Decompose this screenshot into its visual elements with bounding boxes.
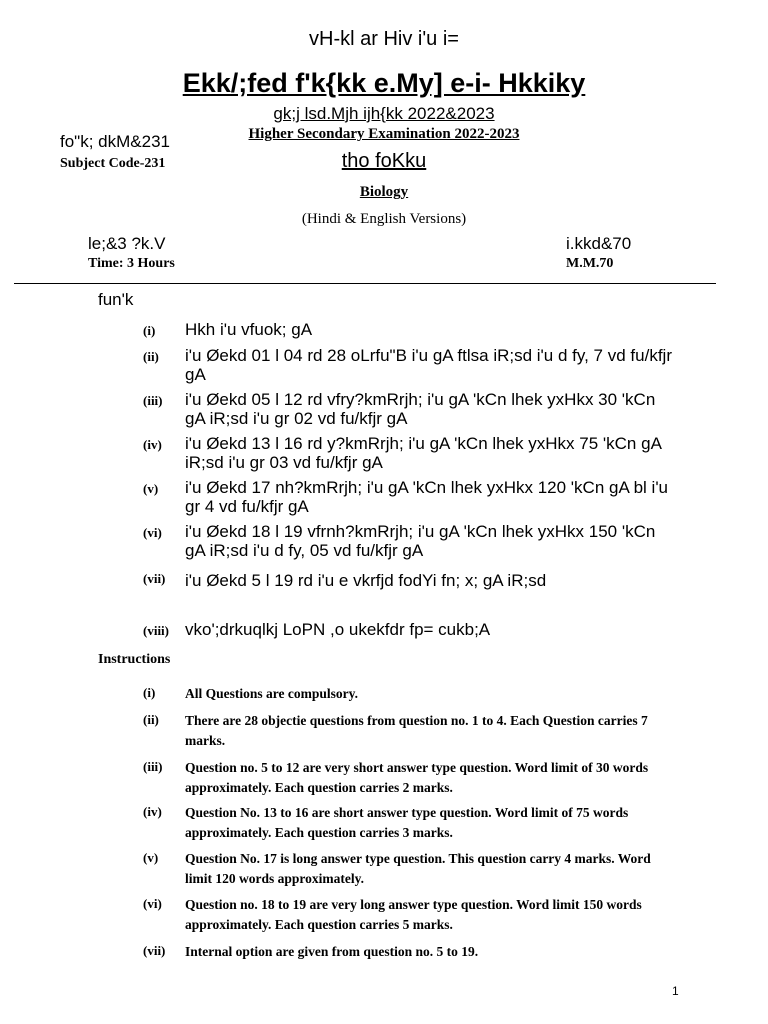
- page-number: 1: [672, 984, 679, 998]
- instruction-number: (iv): [143, 804, 162, 819]
- instruction-text: i'u Øekd 05 l 12 rd vfry?kmRrjh; i'u gA 'kCn lhek yxHkx 30 'kCn gA iR;sd i'u gr 02 vd fu/kfjr gA: [185, 390, 656, 428]
- subject-name-hindi: tho foKku: [341, 150, 427, 172]
- versions-note: (Hindi & English Versions): [301, 211, 467, 227]
- instruction-number: (vi): [143, 896, 162, 911]
- instruction-text: Question No. 13 to 16 are short answer type question. Word limit of 75 words approximately. Each question carries 3 marks.: [185, 805, 629, 840]
- time-hindi: le;&3 ?k.V: [88, 234, 166, 253]
- max-marks-english: M.M.70: [566, 256, 614, 271]
- instructions-title-hindi: fun'k: [98, 290, 134, 309]
- instruction-number: (vii): [143, 571, 166, 586]
- exam-title-hindi: gk;j lsd.Mjh ijh{kk 2022&2023: [273, 104, 495, 123]
- instruction-text: i'u Øekd 18 l 19 vfrnh?kmRrjh; i'u gA 'kCn lhek yxHkx 150 'kCn gA iR;sd i'u d fy, 05 vd fu/kfjr gA: [185, 522, 656, 560]
- instruction-number: (iii): [143, 759, 163, 774]
- instruction-text: Question no. 5 to 12 are very short answer type question. Word limit of 30 words approximately. Each question carries 2 marks.: [185, 760, 649, 795]
- instruction-text: i'u Øekd 01 l 04 rd 28 oLrfu"B i'u gA ftlsa iR;sd i'u d fy, 7 vd fu/kfjr gA: [185, 346, 672, 384]
- subject-name-english: Biology: [359, 184, 409, 200]
- instruction-text: All Questions are compulsory.: [185, 686, 359, 701]
- instruction-number: (iv): [143, 437, 162, 452]
- instruction-text: There are 28 objectie questions from question no. 1 to 4. Each Question carries 7 marks.: [185, 713, 648, 748]
- instruction-text: i'u Øekd 17 nh?kmRrjh; i'u gA 'kCn lhek yxHkx 120 'kCn gA bl i'u gr 4 vd fu/kfjr gA: [185, 478, 669, 516]
- instruction-number: (i): [143, 323, 156, 338]
- subject-code-english: Subject Code-231: [60, 156, 166, 171]
- instruction-text: Question no. 18 to 19 are very long answer type question. Word limit 150 words approximately. Each question carries 5 marks.: [185, 897, 642, 932]
- instruction-number: (v): [143, 481, 159, 496]
- instruction-number: (vi): [143, 525, 162, 540]
- instruction-text: Hkh i'u vfuok; gA: [185, 320, 313, 339]
- instructions-title-english: Instructions: [98, 652, 171, 667]
- instruction-text: vko';drkuqlkj LoPN ,o ukekfdr fp= cukb;A: [185, 620, 491, 639]
- instruction-text: Internal option are given from question no. 5 to 19.: [185, 944, 479, 959]
- instruction-text: Question No. 17 is long answer type question. This question carry 4 marks. Word limit 120 words approximately.: [185, 851, 651, 886]
- council-title-hindi: Ekk/;fed f'k{kk e.My] e-i- Hkkiky: [182, 68, 586, 98]
- board-title-hindi: vH-kl ar Hiv i'u i=: [309, 28, 459, 50]
- instruction-number: (viii): [143, 623, 169, 638]
- header-divider: [14, 283, 716, 284]
- instruction-number: (iii): [143, 393, 163, 408]
- instruction-number: (vii): [143, 943, 166, 958]
- instruction-number: (ii): [143, 349, 159, 364]
- instruction-text: i'u Øekd 13 l 16 rd y?kmRrjh; i'u gA 'kCn lhek yxHkx 75 'kCn gA iR;sd i'u gr 03 vd fu/kfjr gA: [185, 434, 661, 472]
- exam-title-english: Higher Secondary Examination 2022-2023: [248, 126, 520, 142]
- instruction-number: (i): [143, 685, 156, 700]
- subject-code-hindi: fo"k; dkM&231: [60, 132, 170, 151]
- time-english: Time: 3 Hours: [88, 256, 175, 271]
- instruction-number: (ii): [143, 712, 159, 727]
- instruction-text: i'u Øekd 5 l 19 rd i'u e vkrfjd fodYi fn; x; gA iR;sd: [185, 571, 547, 590]
- max-marks-hindi: i.kkd&70: [566, 234, 632, 253]
- instruction-number: (v): [143, 850, 159, 865]
